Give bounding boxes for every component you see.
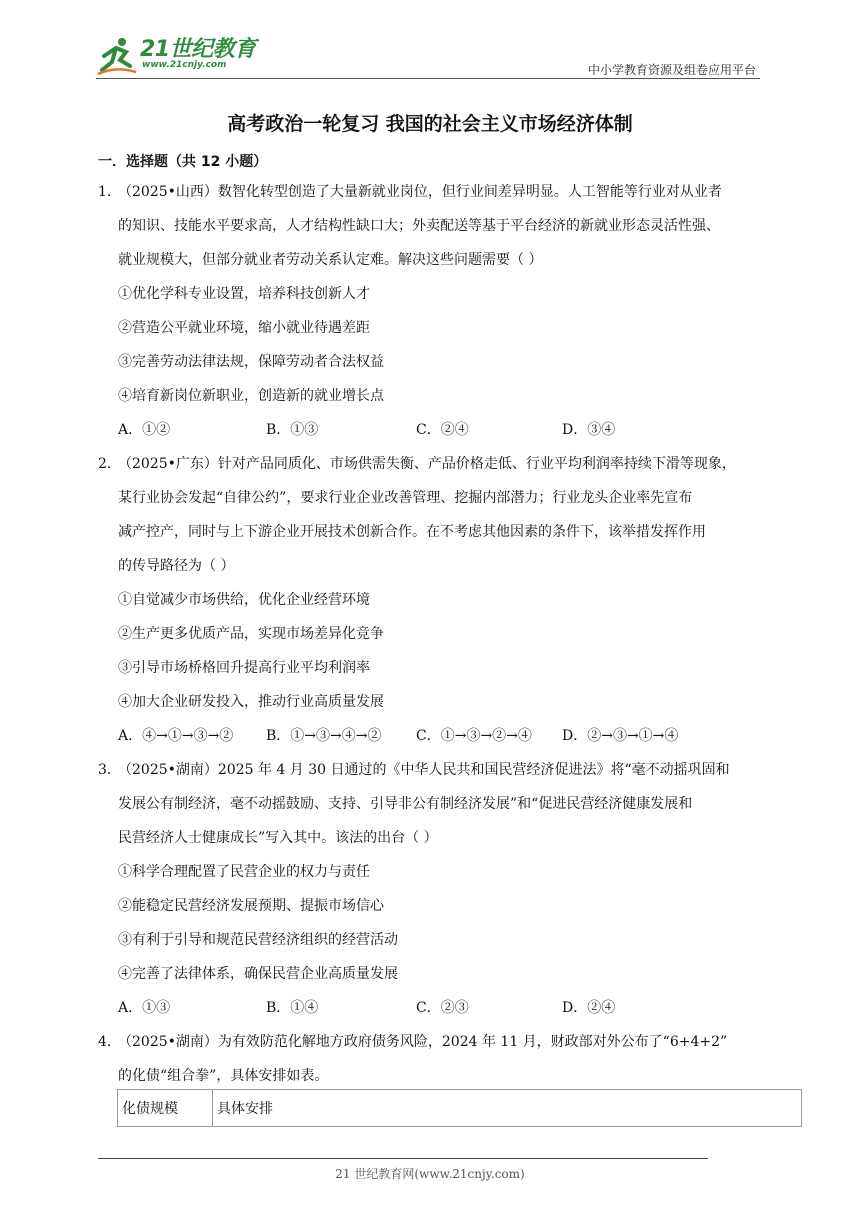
platform-name: 中小学教育资源及组卷应用平台 (587, 63, 756, 77)
runner-icon (96, 36, 138, 76)
option-c[interactable]: C．②④ (416, 422, 469, 438)
question-number: 1． (98, 184, 121, 200)
statement-item: ④培育新岗位新职业，创造新的就业增长点 (118, 388, 384, 404)
table-row (118, 1090, 802, 1127)
question-1 (98, 180, 768, 452)
page-title: 高考政治一轮复习 我国的社会主义市场经济体制 (227, 113, 633, 135)
option-a[interactable]: A．④→①→③→② (118, 728, 234, 744)
option-a[interactable]: A．①③ (118, 1000, 171, 1016)
option-c[interactable]: C．②③ (416, 1000, 469, 1016)
question-3 (98, 758, 768, 1030)
footer-divider (98, 1158, 708, 1159)
question-number: 3． (98, 762, 121, 778)
option-b[interactable]: B．①④ (266, 1000, 319, 1016)
site-logo (96, 30, 266, 78)
question-list (98, 180, 768, 1098)
option-d[interactable]: D．③④ (562, 422, 616, 438)
question-4 (98, 1030, 768, 1098)
answer-options (98, 996, 768, 1030)
question-text: （2025•山西）数智化转型创造了大量新就业岗位，但行业间差异明显。人工智能等行业对从业者 (118, 184, 722, 200)
statement-item: ②营造公平就业环境，缩小就业待遇差距 (118, 320, 370, 336)
question-text: （2025•广东）针对产品同质化、市场供需失衡、产品价格走低、行业平均利润率持续下滑等现象， (118, 456, 736, 472)
table-header-arrangement: 具体安排 (213, 1090, 802, 1127)
page-header (96, 30, 760, 82)
statement-item: ③引导市场桥格回升提高行业平均利润率 (118, 660, 370, 676)
table-header-scale: 化债规模 (118, 1090, 213, 1127)
page-footer: 21 世纪教育网(www.21cnjy.com) (335, 1167, 525, 1181)
question-number: 2． (98, 456, 121, 472)
question-text: （2025•湖南）为有效防范化解地方政府债务风险，2024 年 11 月，财政部对外公布了“6+4+2” (118, 1034, 728, 1050)
statement-item: ④加大企业研发投入，推动行业高质量发展 (118, 694, 384, 710)
statement-item: ②生产更多优质产品，实现市场差异化竞争 (118, 626, 384, 642)
statement-item: ④完善了法律体系，确保民营企业高质量发展 (118, 966, 398, 982)
option-c[interactable]: C．①→③→②→④ (416, 728, 532, 744)
debt-table (117, 1089, 802, 1127)
statement-item: ③有利于引导和规范民营经济组织的经营活动 (118, 932, 398, 948)
answer-options (98, 418, 768, 452)
answer-options (98, 724, 768, 758)
option-d[interactable]: D．②④ (562, 1000, 616, 1016)
option-b[interactable]: B．①→③→④→② (266, 728, 382, 744)
logo-text: 21世纪教育 (140, 37, 256, 62)
section-heading: 一．选择题（共 12 小题） (98, 154, 268, 170)
statement-item: ①自觉减少市场供给，优化企业经营环境 (118, 592, 370, 608)
question-text: 的传导路径为（ ） (118, 558, 235, 574)
statement-item: ③完善劳动法律法规，保障劳动者合法权益 (118, 354, 384, 370)
option-a[interactable]: A．①② (118, 422, 171, 438)
statement-item: ①科学合理配置了民营企业的权力与责任 (118, 864, 370, 880)
question-text: 减产控产，同时与上下游企业开展技术创新合作。在不考虑其他因素的条件下，该举措发挥作用 (118, 524, 706, 540)
question-text: 的化债“组合拳”，具体安排如表。 (118, 1068, 329, 1084)
question-2 (98, 452, 768, 758)
question-text: 的知识、技能水平要求高，人才结构性缺口大；外卖配送等基于平台经济的新就业形态灵活性强、 (118, 218, 720, 234)
question-text: 民营经济人士健康成长”写入其中。该法的出台（ ） (118, 830, 438, 846)
option-d[interactable]: D．②→③→①→④ (562, 728, 679, 744)
header-divider (96, 78, 760, 79)
question-text: （2025•湖南）2025 年 4 月 30 日通过的《中华人民共和国民营经济促进法》将“毫不动摇巩固和 (118, 762, 730, 778)
option-b[interactable]: B．①③ (266, 422, 319, 438)
statement-item: ①优化学科专业设置，培养科技创新人才 (118, 286, 370, 302)
question-text: 就业规模大，但部分就业者劳动关系认定难。解决这些问题需要（ ） (118, 252, 543, 268)
question-text: 发展公有制经济，毫不动摇鼓励、支持、引导非公有制经济发展”和“促进民营经济健康发展和 (118, 796, 693, 812)
question-text: 某行业协会发起“自律公约”，要求行业企业改善管理、挖掘内部潜力；行业龙头企业率先宣布 (118, 490, 693, 506)
logo-url: www.21cnjy.com (142, 60, 227, 70)
question-number: 4． (98, 1034, 121, 1050)
statement-item: ②能稳定民营经济发展预期、提振市场信心 (118, 898, 384, 914)
